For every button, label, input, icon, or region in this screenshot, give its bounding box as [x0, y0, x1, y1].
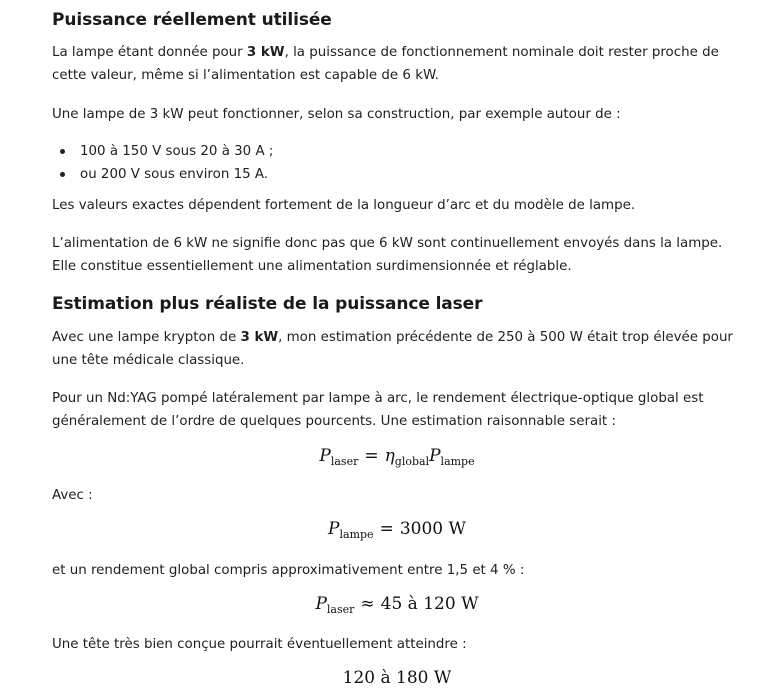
- paragraph: Pour un Nd:YAG pompé latéralement par lampe à arc, le rendement électrique-optique global est généralement de l’ordre de quelques pourcents. Une estimation raisonnable serait :: [52, 391, 704, 429]
- math-var: P: [315, 594, 327, 614]
- paragraph: Les valeurs exactes dépendent fortement de la longueur d’arc et du modèle de lampe.: [52, 198, 636, 213]
- paragraph: [52, 326, 742, 372]
- math-subscript: lampe: [339, 528, 374, 541]
- math-subscript: lampe: [440, 455, 475, 468]
- math-value: 45 à 120 W: [380, 594, 479, 614]
- list-item-text: 100 à 150 V sous 20 à 30 A ;: [80, 144, 274, 159]
- paragraph: Une tête très bien conçue pourrait éventuellement atteindre :: [52, 637, 467, 652]
- equation-laser-estimate: [52, 594, 742, 614]
- bold-text: 3 kW: [246, 45, 285, 60]
- math-subscript: laser: [326, 603, 355, 616]
- equation-max-power: [52, 668, 742, 688]
- paragraph: Avec :: [52, 488, 93, 503]
- math-value: 120 à 180 W: [342, 668, 452, 688]
- section-heading-puissance: Puissance réellement utilisée: [52, 10, 332, 30]
- math-var: P: [319, 446, 331, 466]
- math-operator: ≈: [360, 594, 375, 614]
- text-run: Avec une lampe krypton de: [52, 330, 241, 345]
- math-subscript: laser: [330, 455, 359, 468]
- text-run: La lampe étant donnée pour: [52, 45, 247, 60]
- equation-laser-power: [52, 446, 742, 466]
- equation-lamp-power: [52, 519, 742, 539]
- section-heading-estimation: Estimation plus réaliste de la puissance laser: [52, 294, 483, 314]
- paragraph: L’alimentation de 6 kW ne signifie donc pas que 6 kW sont continuellement envoyés dans la lampe. Elle constitue essentiellement une alimentation surdimensionnée et réglable.: [52, 236, 723, 274]
- list-item-text: ou 200 V sous environ 15 A.: [80, 167, 269, 182]
- math-var: P: [429, 446, 441, 466]
- paragraph: et un rendement global compris approximativement entre 1,5 et 4 % :: [52, 563, 525, 578]
- bullet-list: [52, 140, 273, 186]
- math-var: η: [384, 446, 395, 466]
- bold-text: 3 kW: [240, 330, 279, 345]
- math-subscript: global: [394, 455, 430, 468]
- math-value: 3000 W: [399, 519, 466, 539]
- text-run: , mon estimation précédente de 250 à 500 W était trop élevée pour une tête médicale classique.: [52, 330, 733, 368]
- text-run: , la puissance de fonctionnement nominale doit rester proche de cette valeur, même si l’alimentation est capable de 6 kW.: [52, 45, 719, 83]
- paragraph: Une lampe de 3 kW peut fonctionner, selon sa construction, par exemple autour de :: [52, 107, 621, 122]
- paragraph: [52, 41, 742, 87]
- list-item: [52, 163, 273, 186]
- math-var: P: [328, 519, 340, 539]
- math-operator: =: [379, 519, 394, 539]
- math-operator: =: [364, 446, 379, 466]
- bullet-icon: [60, 172, 65, 177]
- list-item: [52, 140, 273, 163]
- bullet-icon: [60, 149, 65, 154]
